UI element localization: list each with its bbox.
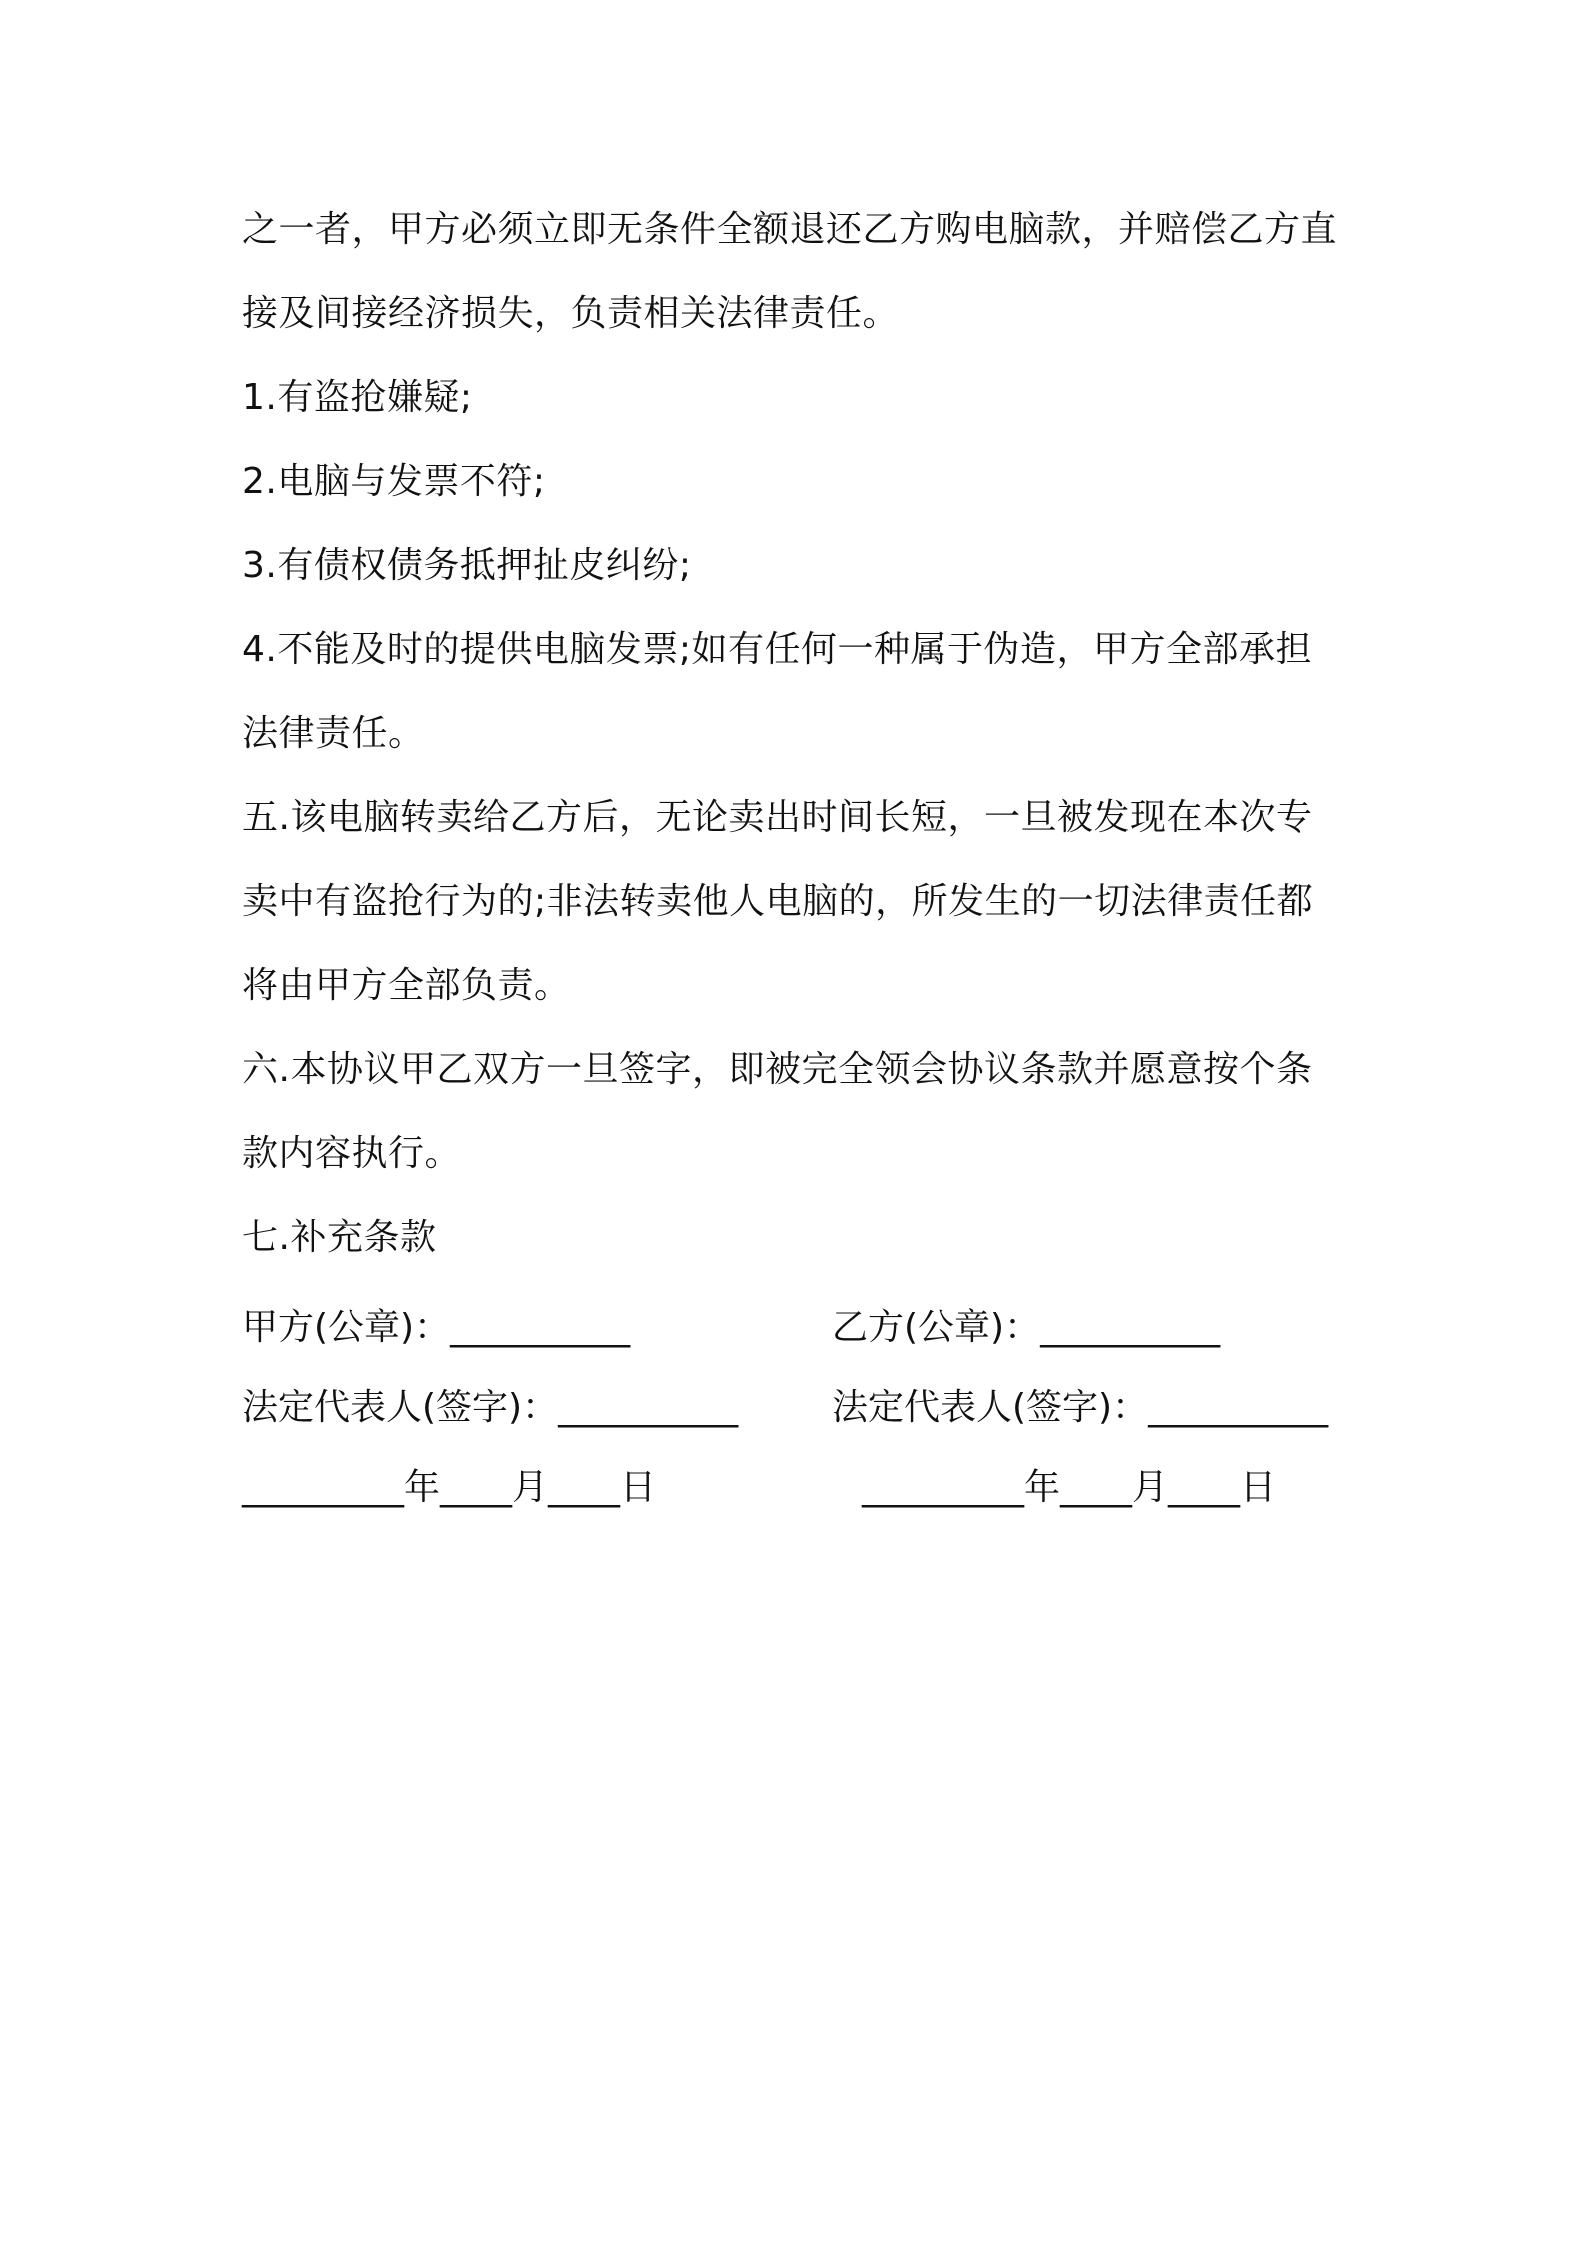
list-item: 2.电脑与发票不符; [242, 461, 546, 502]
paragraph-line: 之一者，甲方必须立即无条件全额退还乙方购电脑款，并赔偿乙方直 [242, 209, 1338, 250]
paragraph-line: 接及间接经济损失，负责相关法律责任。 [242, 293, 900, 334]
paragraph-line: 卖中有盗抢行为的;非法转卖他人电脑的，所发生的一切法律责任都 [242, 881, 1314, 922]
signature-date-row [242, 1448, 1362, 1528]
contract-body [242, 188, 1362, 1280]
party-b-seal: 乙方(公章)：__________ [832, 1307, 1221, 1348]
signature-seal-row [242, 1288, 1362, 1368]
list-item: 3.有债权债务抵押扯皮纠纷; [242, 545, 692, 586]
paragraph-line: 款内容执行。 [242, 1133, 462, 1174]
party-b-date: _________年____月____日 [862, 1467, 1276, 1508]
paragraph-line: 法律责任。 [242, 713, 425, 754]
paragraph-line: 将由甲方全部负责。 [242, 965, 571, 1006]
clause-six: 六.本协议甲乙双方一旦签字，即被完全领会协议条款并愿意按个条 [242, 1049, 1313, 1090]
signature-rep-row [242, 1368, 1362, 1448]
clause-seven: 七.补充条款 [242, 1217, 437, 1258]
list-item: 1.有盗抢嫌疑; [242, 377, 473, 418]
party-b-representative: 法定代表人(签字)：__________ [832, 1387, 1329, 1428]
party-a-representative: 法定代表人(签字)：__________ [242, 1387, 739, 1428]
list-item: 4.不能及时的提供电脑发票;如有任何一种属于伪造，甲方全部承担 [242, 629, 1312, 670]
clause-five: 五.该电脑转卖给乙方后，无论卖出时间长短，一旦被发现在本次专 [242, 797, 1313, 838]
party-a-date: _________年____月____日 [242, 1467, 656, 1508]
party-a-seal: 甲方(公章)：__________ [242, 1307, 631, 1348]
